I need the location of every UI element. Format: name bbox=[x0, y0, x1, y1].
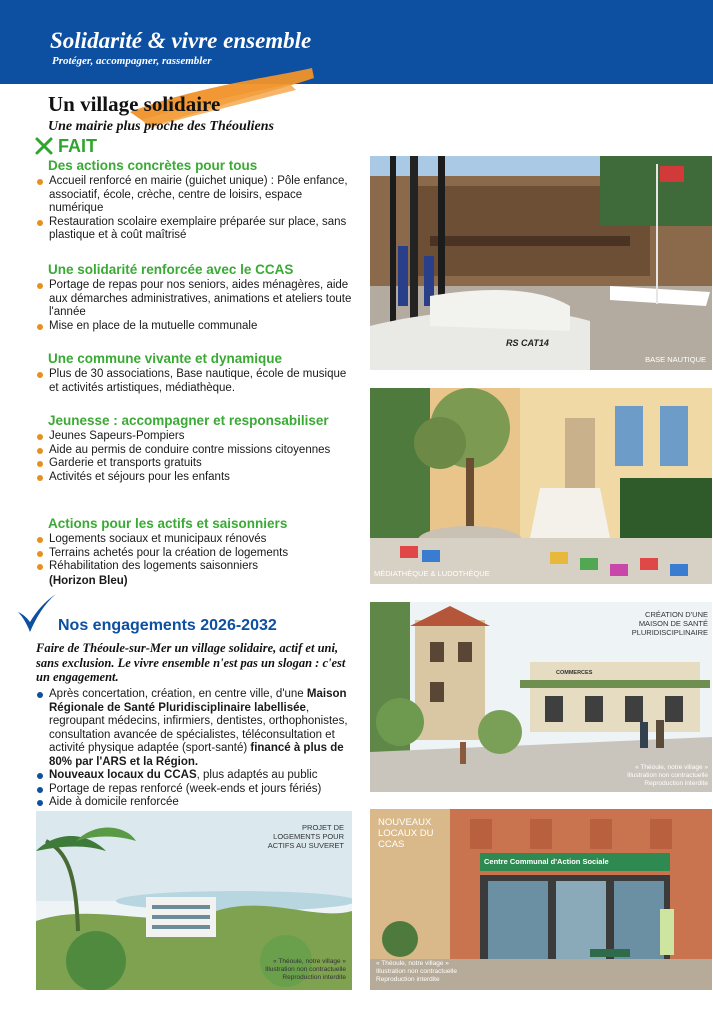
list-item: Plus de 30 associations, Base nautique, école de musique et activités artistiques, médiathèque. bbox=[36, 368, 356, 395]
photo-note: « Théoule, notre village » Illustration non contractuelle Reproduction interdite bbox=[376, 960, 457, 983]
header-banner bbox=[0, 0, 713, 84]
list-item: Nouveaux locaux du CCAS, plus adaptés au public bbox=[36, 769, 358, 783]
list-item: Portage de repas renforcé (week-ends et jours fériés) bbox=[36, 783, 358, 797]
list-item: Réhabilitation des logements saisonniers bbox=[36, 560, 356, 574]
banner-title: Solidarité & vivre ensemble bbox=[50, 28, 312, 53]
section-actions-concretes bbox=[36, 158, 356, 243]
list-item: Terrains achetés pour la création de logements bbox=[36, 547, 356, 561]
section-title: Une solidarité renforcée avec le CCAS bbox=[48, 262, 294, 277]
list-item: Aide au permis de conduire contre missions citoyennes bbox=[36, 444, 356, 458]
engagements-title: Nos engagements 2026-2032 bbox=[58, 617, 277, 634]
list-item: Aide à domicile renforcée bbox=[36, 796, 358, 810]
photo-caption: BASE NAUTIQUE bbox=[645, 355, 706, 364]
fait-label bbox=[34, 134, 97, 158]
list-item: Mise en place de la mutuelle communale bbox=[36, 320, 356, 334]
list-item: Logements sociaux et municipaux rénovés bbox=[36, 533, 356, 547]
section-title: Jeunesse : accompagner et responsabiliser bbox=[48, 413, 329, 428]
photo-note: « Théoule, notre village » Illustration non contractuelle Reproduction interdite bbox=[265, 958, 346, 981]
photo-maison-sante bbox=[370, 602, 712, 792]
photo-logements-suveret bbox=[36, 811, 352, 990]
main-title: Un village solidaire bbox=[48, 92, 221, 116]
photo-ccas bbox=[370, 809, 712, 990]
commerces-sign: COMMERCES bbox=[556, 670, 593, 676]
list-item: Jeunes Sapeurs-Pompiers bbox=[36, 430, 356, 444]
banner-subtitle: Protéger, accompagner, rassembler bbox=[52, 55, 212, 67]
list-item: Restauration scolaire exemplaire préparée sur place, sans plastique et à coût maîtrisé bbox=[36, 216, 356, 243]
photo-caption: NOUVEAUX LOCAUX DU CCAS bbox=[378, 817, 434, 850]
checkmark-icon bbox=[14, 592, 58, 636]
photo-caption: CRÉATION D'UNE MAISON DE SANTÉ PLURIDISCIPLINAIRE bbox=[631, 610, 708, 637]
engagements-list bbox=[36, 688, 358, 810]
main-subtitle: Une mairie plus proche des Théouliens bbox=[48, 119, 274, 134]
section-actifs-saisonniers bbox=[36, 516, 356, 588]
photo-mediatheque bbox=[370, 388, 712, 584]
list-item: Portage de repas pour nos seniors, aides ménagères, aide aux démarches administratives, animations et ateliers toute l'année bbox=[36, 279, 356, 320]
photo-note: « Théoule, notre village » Illustration non contractuelle Reproduction interdite bbox=[627, 764, 708, 787]
section-title: Une commune vivante et dynamique bbox=[48, 351, 283, 366]
fait-text: FAIT bbox=[58, 135, 97, 156]
ccas-sign: Centre Communal d'Action Sociale bbox=[484, 857, 609, 866]
section-title: Des actions concrètes pour tous bbox=[48, 158, 258, 173]
engagements-intro: Faire de Théoule-sur-Mer un village solidaire, actif et uni, sans exclusion. Le vivre ensemble n'est pas un slogan : c'est un engagement. bbox=[36, 641, 346, 684]
list-item: Après concertation, création, en centre ville, d'une Maison Régionale de Santé Pluridisciplinaire labellisée, regroupant médecins, infirmiers, dentistes, orthophonistes, consultation avancée de spécialistes, téléconsultation et activité physique adaptée (sport-santé) financé à plus de 80% par l'ARS et la Région. bbox=[36, 688, 358, 769]
section-title: Actions pour les actifs et saisonniers bbox=[48, 516, 288, 531]
sail-label: RS CAT14 bbox=[506, 338, 549, 348]
section-ccas bbox=[36, 262, 356, 333]
list-item: Garderie et transports gratuits bbox=[36, 457, 356, 471]
list-note: (Horizon Bleu) bbox=[49, 574, 128, 587]
engagements-heading bbox=[14, 592, 344, 636]
photo-base-nautique bbox=[370, 156, 712, 370]
photo-caption: MÉDIATHÈQUE & LUDOTHÈQUE bbox=[374, 569, 490, 578]
section-commune-vivante bbox=[36, 351, 356, 395]
section-jeunesse bbox=[36, 413, 356, 484]
list-item: Accueil renforcé en mairie (guichet unique) : Pôle enfance, associatif, école, crèche, centre de loisirs, espace numérique bbox=[36, 175, 356, 216]
list-item: Activités et séjours pour les enfants bbox=[36, 471, 356, 485]
photo-caption: PROJET DE LOGEMENTS POUR ACTIFS AU SUVERET bbox=[267, 823, 344, 850]
cross-check-icon bbox=[34, 136, 54, 156]
